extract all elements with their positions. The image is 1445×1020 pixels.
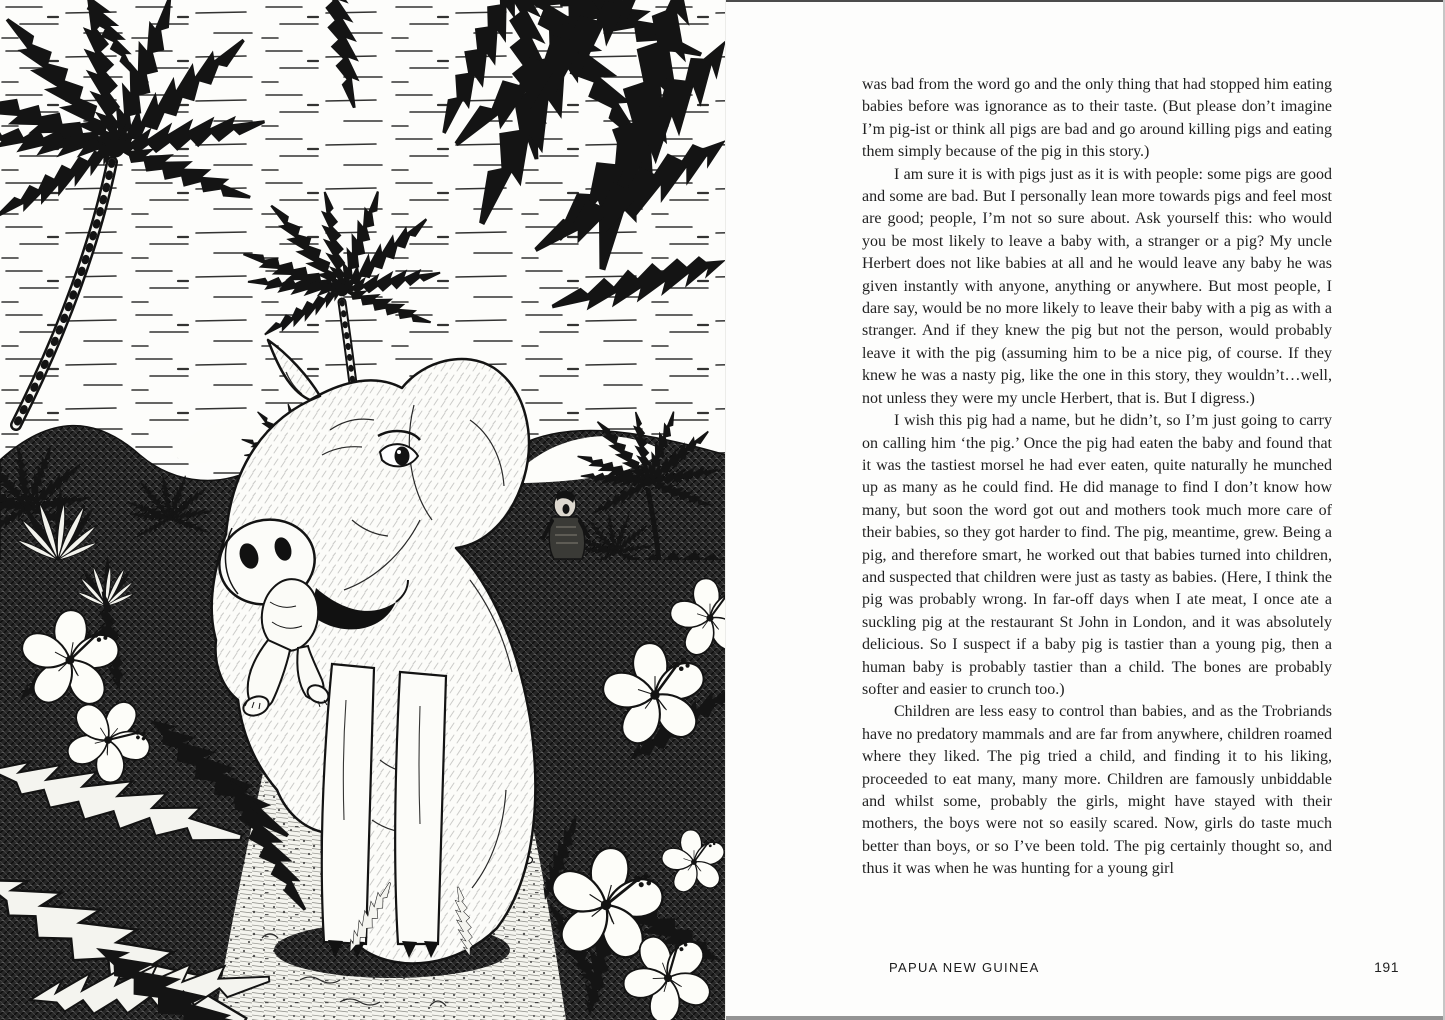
right-page: [726, 0, 1445, 1020]
body-paragraph: Children are less easy to control than babies, and as the Trobriands have no predatory mammals and are far from anywhere, children roamed where they liked. The pig tried a child, and finding it to his liking, proceeded to eat many, many more. Children are famously unbiddable and whilst some, probably the girls, might have stayed with their mothers, the boys were not so easily scared. Now, girls do taste much better than boys, or so I’ve been told. The pig certainly thought so, and thus it was when he was hunting for a young girl: [862, 703, 1332, 878]
page-number: 191: [1374, 959, 1399, 975]
running-head: PAPUA NEW GUINEA: [889, 960, 1040, 975]
body-paragraph: I am sure it is with pigs just as it is with people: some pigs are good and some are bad. But I personally lean more towards pigs and feel most are good; people, I’m not so sure about. Ask yourself this: who would you be most likely to leave a baby with, a stranger or a pig? My uncle Herbert does not like babies at all and he would leave any baby he was given instantly with anyone, anything or anywhere. But most people, I dare say, would be no more likely to leave their baby with a pig as with a stranger. And if they knew the pig but not the person, would probably leave it with the pig (assuming him to be a nice pig, of course. If they knew he was a nasty pig, like the one in this story, they wouldn’t…well, not unless they were my uncle Herbert, that is. But I digress.): [862, 165, 1332, 407]
scan-edge-top: [726, 0, 1445, 2]
body-text: [862, 74, 1332, 881]
scan-edge-bottom: [726, 1016, 1445, 1020]
body-paragraph: was bad from the word go and the only thing that had stopped him eating babies before was ignorance as to their taste. (But please don’t imagine I’m pig-ist or think all pigs are bad and go around killing pigs and eating them simply because of the pig in this story.): [862, 76, 1332, 161]
body-paragraph: I wish this pig had a name, but he didn’t, so I’m just going to carry on calling him ‘the pig.’ Once the pig had eaten the baby and found that it was the tastiest morsel he had ever eaten, quite naturally he munched up as many as he could find. He did manage to find I don’t know how many, but soon the word got out and mothers took much more care of their babies, so they got harder to find. The pig, meantime, grew. Being a pig, and therefore smart, he worked out that babies turned into children, and suspected that children were just as tasty as babies. (Here, I think the pig was probably wrong. In far-off days when I ate meat, I once ate a suckling pig at the restaurant St John in London, and it was absolutely delicious. So I suspect if a baby pig is tastier than a young pig, then a human baby is probably tastier than a child. The bones are probably softer and easier to crunch too.): [862, 412, 1332, 698]
